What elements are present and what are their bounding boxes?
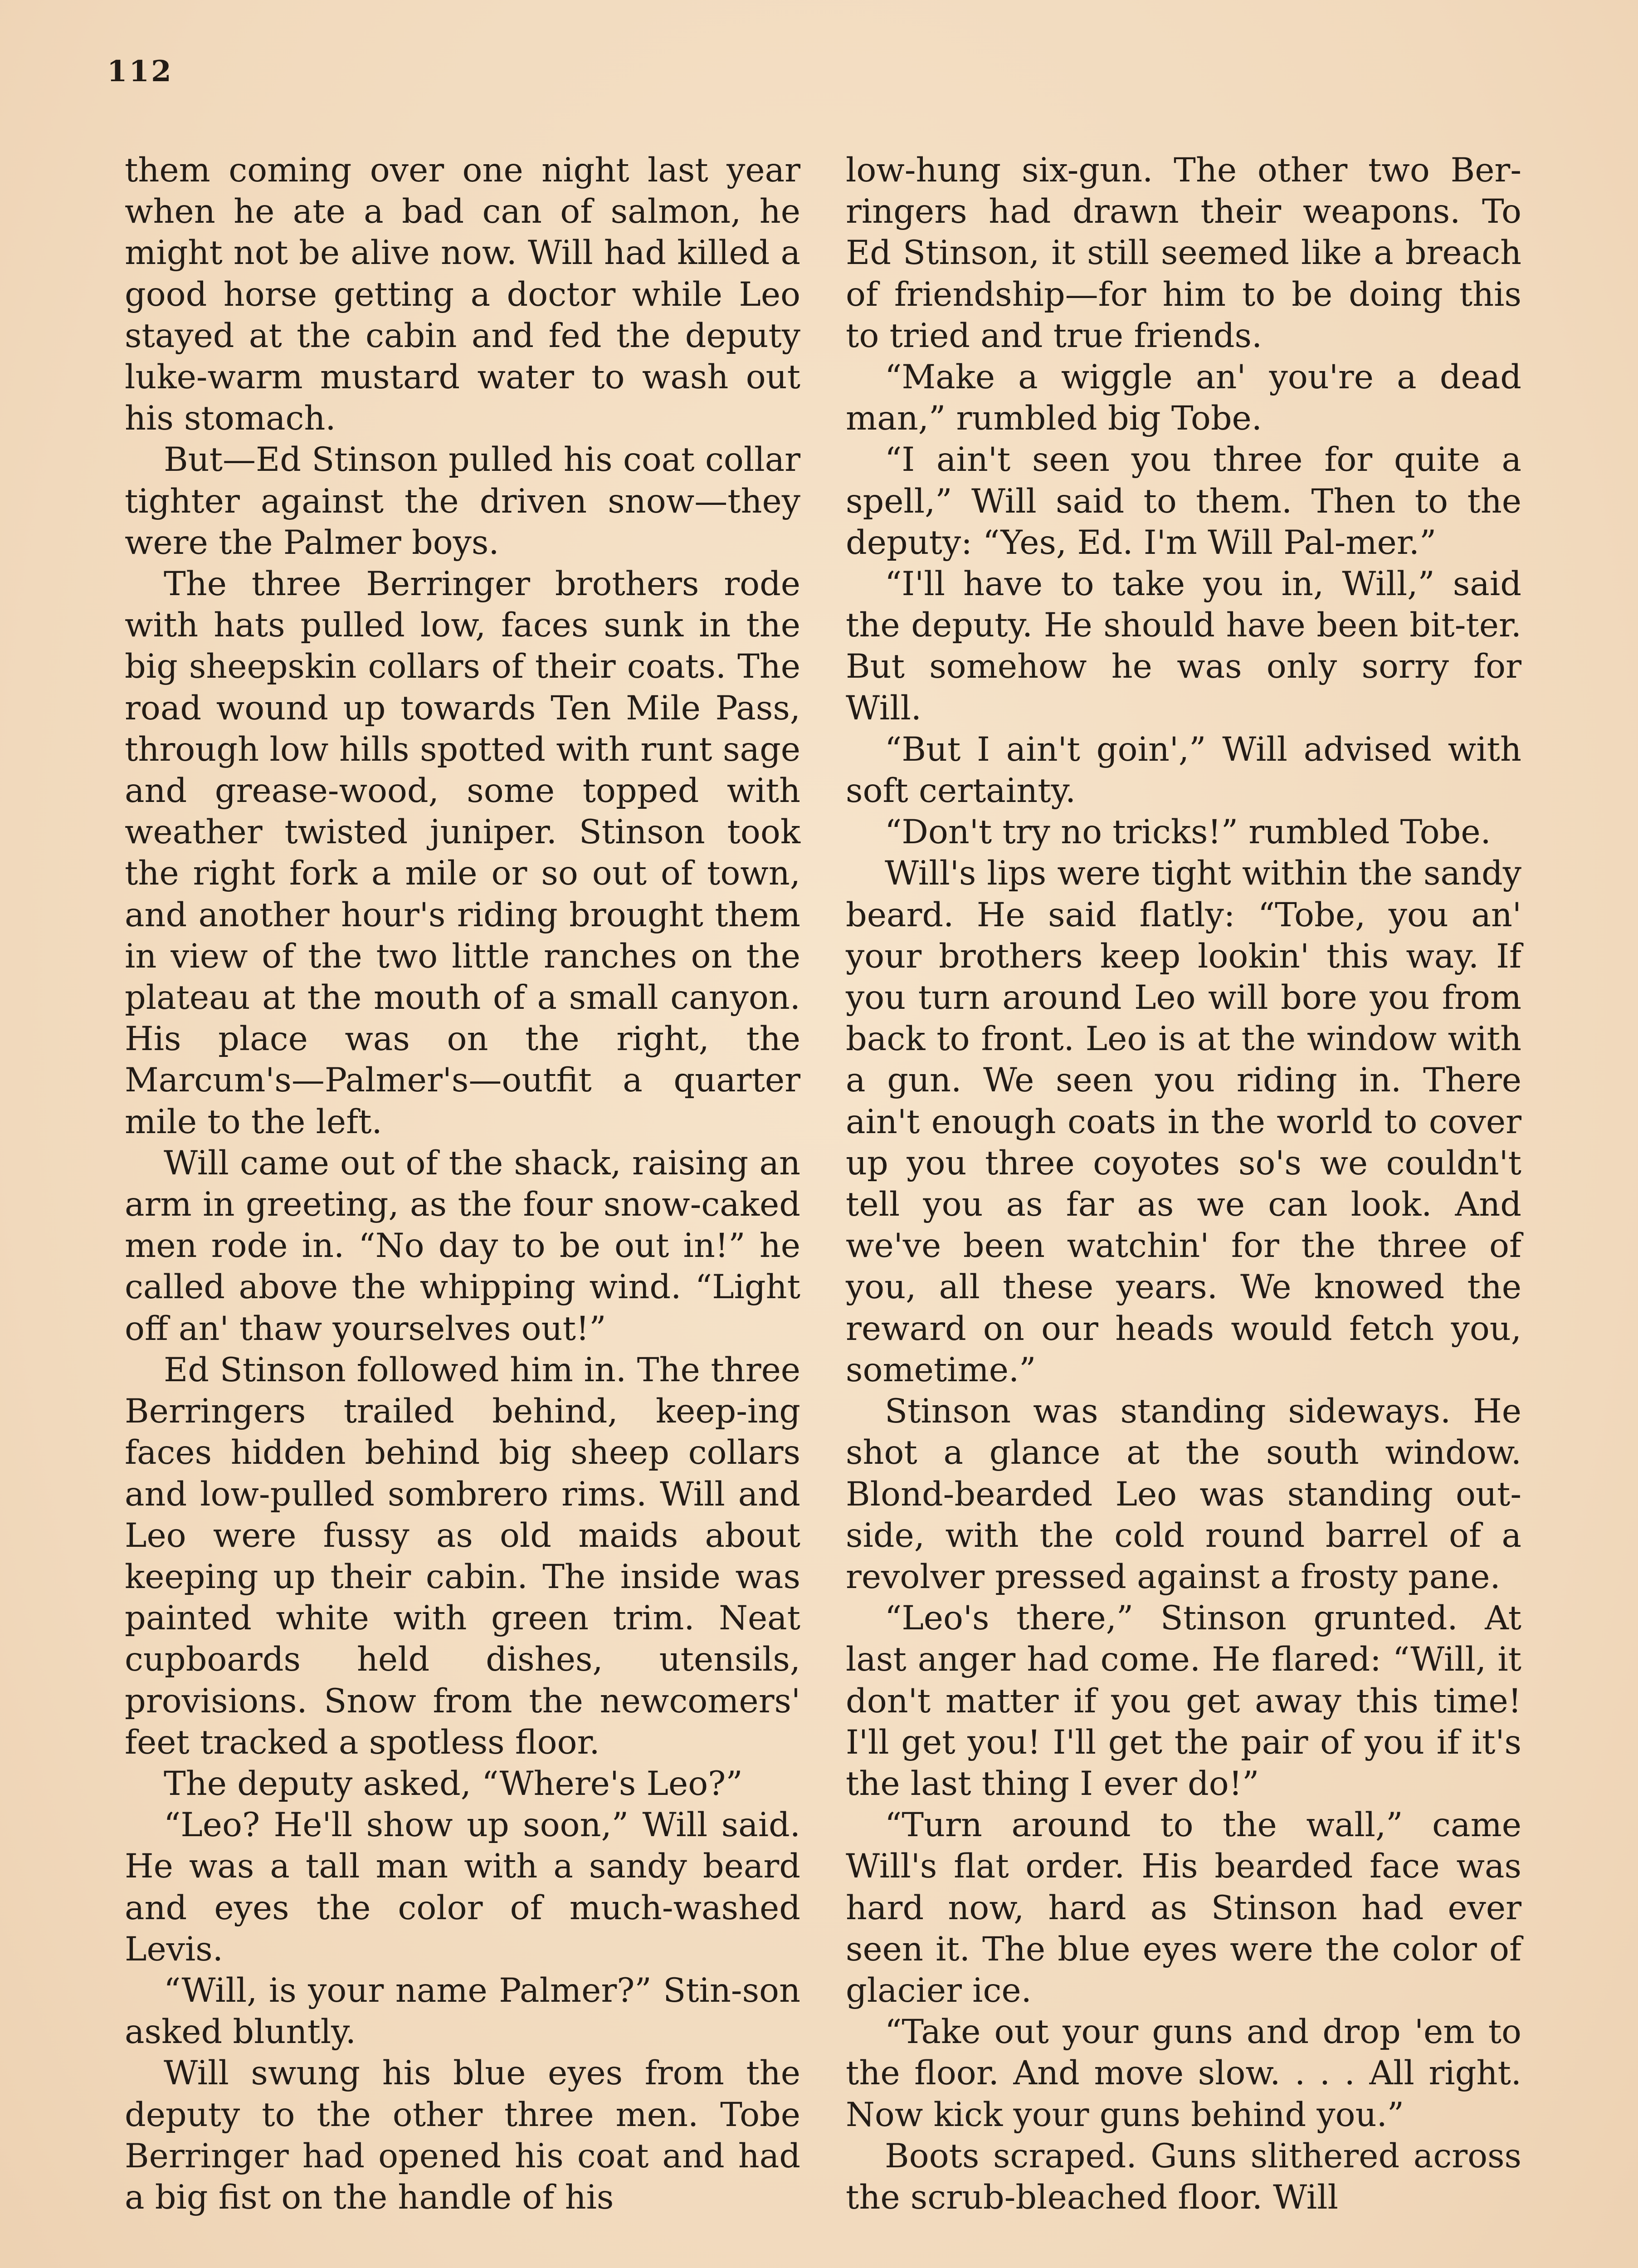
paragraph: The three Berringer brothers rode with hats pulled low, faces sunk in the big sheepskin collars of their coats. The road wound up towards Ten Mile Pass, through low hills spotted with runt sage and grease-wood, some topped with weather twisted juniper. Stinson took the right fork a mile or so out of town, and another hour's riding brought them in view of the two little ranches on the plateau at the mouth of a small canyon. His place was on the right, the Marcum's—Palmer's—outfit a quarter mile to the left. xyxy=(125,565,800,1141)
page-number: 112 xyxy=(107,54,173,88)
paragraph: But—Ed Stinson pulled his coat collar tighter against the driven snow—they were the Palmer boys. xyxy=(125,440,800,562)
paragraph: Boots scraped. Guns slithered across the scrub-bleached floor. Will xyxy=(846,2136,1521,2217)
right-column xyxy=(846,150,1521,2218)
paragraph: “Leo? He'll show up soon,” Will said. He was a tall man with a sandy beard and eyes the color of much-washed Levis. xyxy=(125,1806,800,1969)
paragraph: Will came out of the shack, raising an arm in greeting, as the four snow-caked men rode in. “No day to be out in!” he called above the whipping wind. “Light off an' thaw yourselves out!” xyxy=(125,1144,800,1348)
paragraph: “Make a wiggle an' you're a dead man,” rumbled big Tobe. xyxy=(846,358,1521,438)
paragraph: “Don't try no tricks!” rumbled Tobe. xyxy=(885,813,1491,852)
paragraph: low-hung six-gun. The other two Ber-ringers had drawn their weapons. To Ed Stinson, it still seemed like a breach of friendship—for him to be doing this to tried and true friends. xyxy=(846,151,1521,355)
paragraph: “Turn around to the wall,” came Will's flat order. His bearded face was hard now, hard as Stinson had ever seen it. The blue eyes were the color of glacier ice. xyxy=(846,1806,1521,2010)
paragraph: Stinson was standing sideways. He shot a glance at the south window. Blond-bearded Leo was standing out-side, with the cold round barrel of a revolver pressed against a frosty pane. xyxy=(846,1392,1521,1596)
paragraph: “But I ain't goin',” Will advised with soft certainty. xyxy=(846,730,1521,811)
paragraph: Will's lips were tight within the sandy beard. He said flatly: “Tobe, you an' your brothers keep lookin' this way. If you turn around Leo will bore you from back to front. Leo is at the window with a gun. We seen you riding in. There ain't enough coats in the world to cover up you three coyotes so's we couldn't tell you as far as we can look. And we've been watchin' for the three of you, all these years. We knowed the reward on our heads would fetch you, sometime.” xyxy=(846,854,1521,1389)
paragraph: Ed Stinson followed him in. The three Berringers trailed behind, keep-ing faces hidden behind big sheep collars and low-pulled sombrero rims. Will and Leo were fussy as old maids about keeping up their cabin. The inside was painted white with green trim. Neat cupboards held dishes, utensils, provisions. Snow from the newcomers' feet tracked a spotless floor. xyxy=(125,1350,800,1762)
paragraph: Will swung his blue eyes from the deputy to the other three men. Tobe Berringer had opened his coat and had a big fist on the handle of his xyxy=(125,2054,800,2217)
paragraph: “I ain't seen you three for quite a spell,” Will said to them. Then to the deputy: “Yes, Ed. I'm Will Pal-mer.” xyxy=(846,440,1521,562)
paragraph: “Take out your guns and drop 'em to the floor. And move slow. . . . All right. Now kick your guns behind you.” xyxy=(846,2013,1521,2134)
paragraph: “Will, is your name Palmer?” Stin-son asked bluntly. xyxy=(125,1971,800,2052)
left-column xyxy=(125,150,800,2218)
paragraph: “I'll have to take you in, Will,” said the deputy. He should have been bit-ter. But somehow he was only sorry for Will. xyxy=(846,565,1521,728)
paragraph: “Leo's there,” Stinson grunted. At last anger had come. He flared: “Will, it don't matter if you get away this time! I'll get you! I'll get the pair of you if it's the last thing I ever do!” xyxy=(846,1599,1521,1803)
paragraph: The deputy asked, “Where's Leo?” xyxy=(164,1764,743,1803)
paragraph: them coming over one night last year when he ate a bad can of salmon, he might not be alive now. Will had killed a good horse getting a doctor while Leo stayed at the cabin and fed the deputy luke-warm mustard water to wash out his stomach. xyxy=(125,151,800,438)
